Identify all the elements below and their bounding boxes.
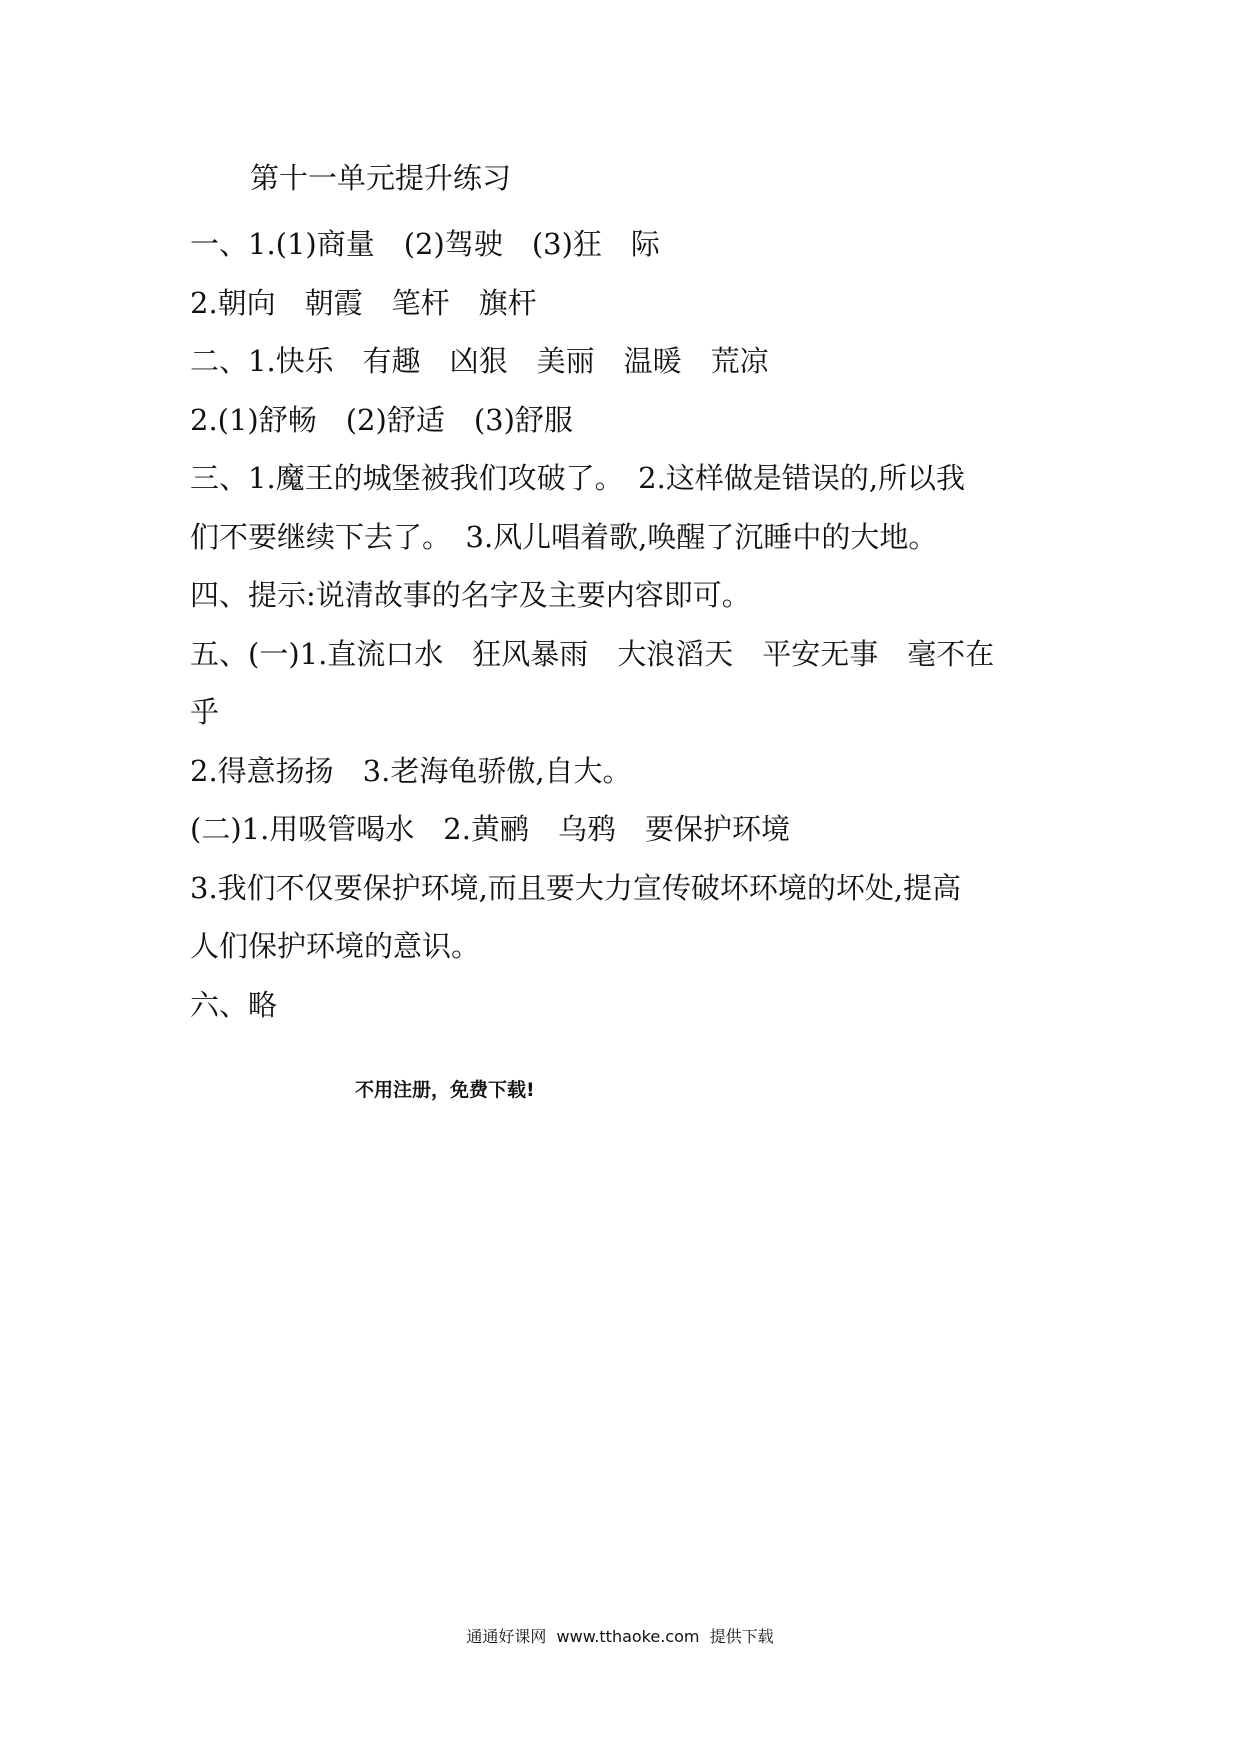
page-footer: 通通好课网 www.tthaoke.com 提供下载	[466, 1627, 774, 1646]
answer-line: 二、1.快乐 有趣 凶狠 美丽 温暖 荒凉	[190, 344, 769, 378]
answer-line: (二)1.用吸管喝水 2.黄鹂 乌鸦 要保护环境	[190, 812, 790, 846]
free-download-note: 不用注册，免费下载!	[355, 1079, 535, 1101]
answer-line: 四、提示:说清故事的名字及主要内容即可。	[190, 578, 751, 612]
answer-line: 乎	[190, 695, 220, 729]
answer-line: 六、略	[190, 987, 278, 1022]
answer-body	[190, 215, 1070, 1034]
answer-line: 人们保护环境的意识。	[190, 929, 481, 963]
answer-line: 2.朝向 朝霞 笔杆 旗杆	[190, 285, 537, 320]
answer-line: 五、(一)1.直流口水 狂风暴雨 大浪滔天 平安无事 毫不在	[190, 636, 995, 671]
answer-line: 3.我们不仅要保护环境,而且要大力宣传破坏环境的坏处,提高	[190, 870, 962, 905]
answer-line: 三、1.魔王的城堡被我们攻破了。 2.这样做是错误的,所以我	[190, 461, 966, 495]
answer-line: 2.(1)舒畅 (2)舒适 (3)舒服	[190, 402, 573, 437]
page-title: 第十一单元提升练习	[250, 161, 512, 195]
answer-line: 一、1.(1)商量 (2)驾驶 (3)狂 际	[190, 227, 660, 261]
answer-line: 2.得意扬扬 3.老海龟骄傲,自大。	[190, 753, 632, 788]
answer-line: 们不要继续下去了。 3.风儿唱着歌,唤醒了沉睡中的大地。	[190, 519, 938, 554]
